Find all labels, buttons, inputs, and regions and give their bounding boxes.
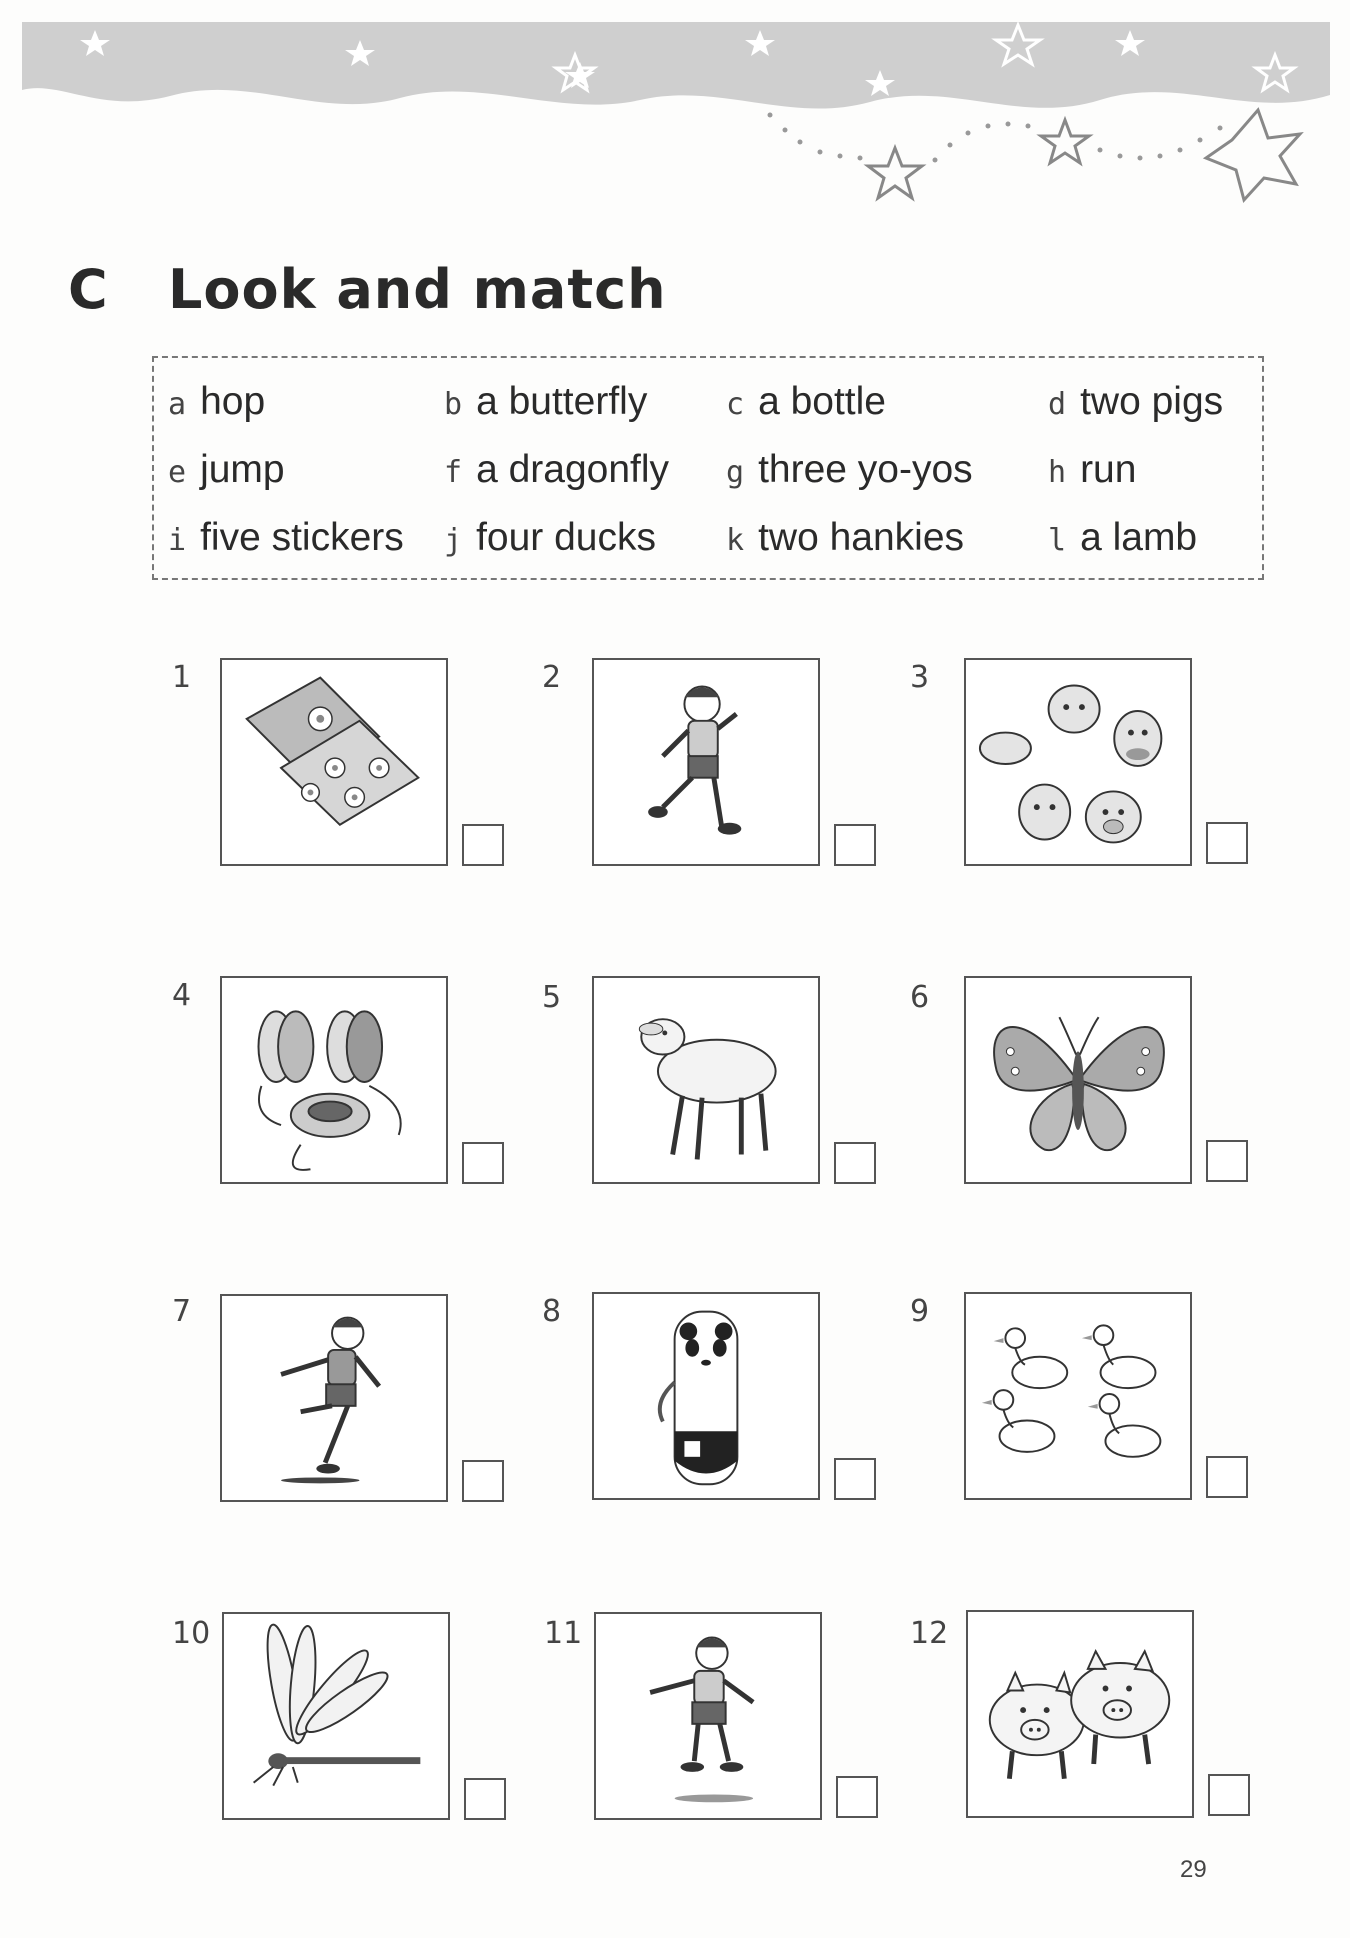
answer-box-6[interactable]: [1206, 1140, 1248, 1182]
word-e: e jump: [168, 448, 285, 491]
word-f: f a dragonfly: [444, 448, 670, 491]
item-number-5: 5: [542, 980, 562, 1015]
answer-box-5[interactable]: [834, 1142, 876, 1184]
word-c: c a bottle: [726, 380, 886, 423]
word-bank: [152, 356, 1264, 580]
item-number-3: 3: [910, 660, 930, 695]
word-l: l a lamb: [1048, 516, 1198, 559]
hankies-icon: [220, 658, 448, 866]
answer-box-2[interactable]: [834, 824, 876, 866]
lamb-icon: [592, 976, 820, 1184]
item-number-6: 6: [910, 980, 930, 1015]
item-number-7: 7: [172, 1294, 192, 1329]
hopping-boy-icon: [220, 1294, 448, 1502]
answer-box-12[interactable]: [1208, 1774, 1250, 1816]
stickers-icon: [964, 658, 1192, 866]
item-number-2: 2: [542, 660, 562, 695]
answer-box-9[interactable]: [1206, 1456, 1248, 1498]
item-number-4: 4: [172, 978, 192, 1013]
answer-box-10[interactable]: [464, 1778, 506, 1820]
butterfly-icon: [964, 976, 1192, 1184]
word-d: d two pigs: [1048, 380, 1224, 423]
word-i: i five stickers: [168, 516, 404, 559]
answer-box-11[interactable]: [836, 1776, 878, 1818]
item-number-9: 9: [910, 1294, 930, 1329]
yoyos-icon: [220, 976, 448, 1184]
item-number-1: 1: [172, 660, 192, 695]
dragonfly-icon: [222, 1612, 450, 1820]
word-h: h run: [1048, 448, 1137, 491]
answer-box-4[interactable]: [462, 1142, 504, 1184]
running-boy-icon: [592, 658, 820, 866]
item-number-10: 10: [172, 1616, 211, 1651]
jumping-boy-icon: [594, 1612, 822, 1820]
section-letter: C: [68, 258, 108, 321]
bottle-icon: [592, 1292, 820, 1500]
ducks-icon: [964, 1292, 1192, 1500]
page-number: 29: [1180, 1856, 1207, 1883]
answer-box-3[interactable]: [1206, 822, 1248, 864]
answer-box-7[interactable]: [462, 1460, 504, 1502]
item-number-12: 12: [910, 1616, 949, 1651]
word-g: g three yo-yos: [726, 448, 973, 491]
word-a: a hop: [168, 380, 266, 423]
word-j: j four ducks: [444, 516, 656, 559]
answer-box-1[interactable]: [462, 824, 504, 866]
star-banner-icon: [0, 0, 1350, 240]
item-number-8: 8: [542, 1294, 562, 1329]
word-b: b a butterfly: [444, 380, 648, 423]
section-title: Look and match: [168, 258, 667, 321]
pigs-icon: [966, 1610, 1194, 1818]
answer-box-8[interactable]: [834, 1458, 876, 1500]
word-k: k two hankies: [726, 516, 965, 559]
item-number-11: 11: [544, 1616, 583, 1651]
